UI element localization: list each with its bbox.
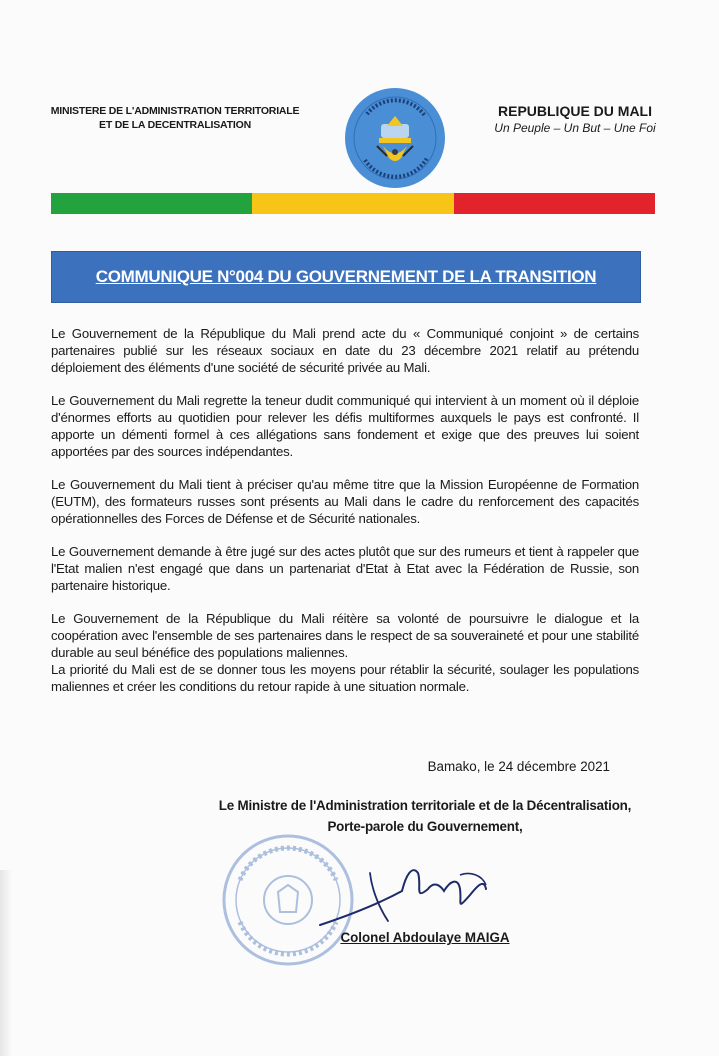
signatory-name: Colonel Abdoulaye MAIGA	[340, 930, 510, 945]
mali-coat-of-arms-icon	[343, 86, 447, 190]
paragraph-3: Le Gouvernement du Mali tient à préciser qu'au même titre que la Mission Européenne de Formation (EUTM), des formateurs russes sont présents au Mali dans le cadre du renforcement des capacités opérationnelles des Forces de Défense et de Sécurité nationales.	[51, 477, 639, 526]
republic-header	[470, 102, 680, 136]
paragraph-4: Le Gouvernement demande à être jugé sur des actes plutôt que sur des rumeurs et tient à rappeler que l'Etat malien n'est engagé que dans un partenariat d'Etat à Etat avec la Fédération de Russie, son partenaire historique.	[51, 544, 639, 593]
ministry-header	[30, 104, 320, 132]
flag-yellow	[252, 193, 453, 214]
national-flag-stripe	[51, 193, 655, 214]
signer-title-line-1: Le Ministre de l'Administration territoriale et de la Décentralisation,	[218, 798, 632, 813]
paragraph-6: La priorité du Mali est de se donner tous les moyens pour rétablir la sécurité, soulager les populations maliennes et créer les conditions du retour rapide à une situation normale.	[51, 662, 639, 694]
paragraph-1: Le Gouvernement de la République du Mali prend acte du « Communiqué conjoint » de certains partenaires publié sur les réseaux sociaux en date du 23 décembre 2021 relatif au prétendu déploiement des éléments d'une société de sécurité privée au Mali.	[51, 326, 639, 375]
date-line: Bamako, le 24 décembre 2021	[427, 759, 610, 774]
page-edge-shadow	[0, 870, 12, 1056]
flag-red	[454, 193, 655, 214]
communique-body	[51, 325, 639, 695]
flag-green	[51, 193, 252, 214]
handwritten-signature-icon	[310, 855, 500, 935]
communique-title-banner	[51, 251, 641, 303]
signer-title-line-2: Porte-parole du Gouvernement,	[327, 819, 523, 834]
republic-title: REPUBLIQUE DU MALI	[498, 103, 652, 119]
ministry-line-2: ET DE LA DECENTRALISATION	[99, 119, 251, 131]
paragraph-2: Le Gouvernement du Mali regrette la teneur dudit communiqué qui intervient à un moment où il déploie d'énormes efforts au quotidien pour relever les défis multiformes auxquels le pays est confronté. Il apporte un démenti formel à ces allégations sans fondement et exige que des preuves lui soient apportées par des sources indépendantes.	[51, 393, 639, 459]
national-motto: Un Peuple – Un But – Une Foi	[494, 121, 656, 135]
ministry-line-1: MINISTERE DE L'ADMINISTRATION TERRITORIALE	[50, 105, 300, 117]
paragraph-5: Le Gouvernement de la République du Mali réitère sa volonté de poursuivre le dialogue et la coopération avec l'ensemble de ses partenaires dans le respect de sa souveraineté et pour une stabilité durable au seul bénéfice des populations maliennes.	[51, 611, 639, 660]
communique-title: COMMUNIQUE N°004 DU GOUVERNEMENT DE LA TRANSITION	[95, 267, 597, 286]
